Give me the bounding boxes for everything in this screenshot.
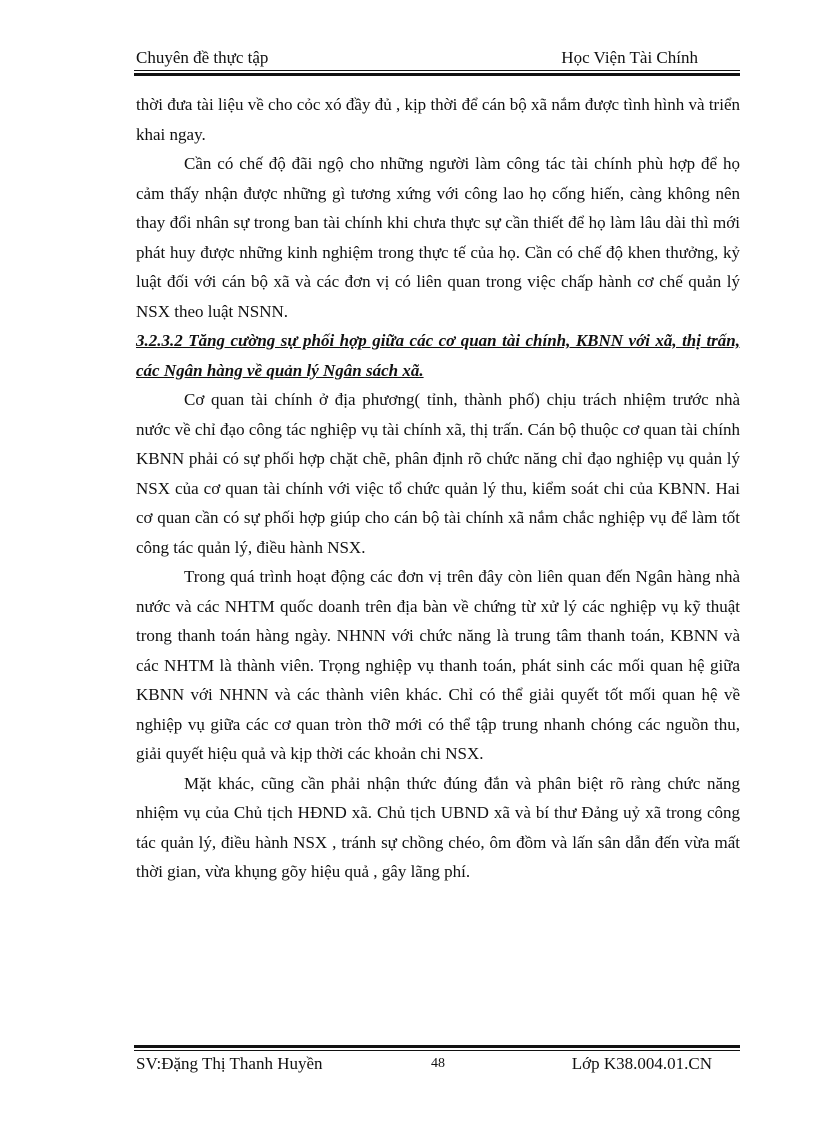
page-footer bbox=[134, 1054, 740, 1078]
footer-class: Lớp K38.004.01.CN bbox=[571, 1054, 712, 1073]
paragraph-2: Cần có chế độ đãi ngộ cho những người làm công tác tài chính phù hợp để họ cảm thấy nhận được những gì tương xứng với công lao họ cống hiến, càng không nên thay đổi nhân sự trong ban tài chính khi chưa thực sự cần thiết để họ làm lâu dài thì mới phát huy được những kinh nghiệm trong thực tế của họ. Cần có chế độ khen thưởng, kỷ luật đối với cán bộ xã và các đơn vị có liên quan trong việc chấp hành cơ chế quản lý NSX theo luật NSNN. bbox=[136, 154, 740, 321]
header-title: Chuyên đề thực tập bbox=[136, 48, 269, 67]
paragraph-4: Trong quá trình hoạt động các đơn vị trên đây còn liên quan đến Ngân hàng nhà nước và các NHTM quốc doanh trên địa bàn về chứng từ xử lý các nghiệp vụ kỹ thuật trong thanh toán hàng ngày. NHNN với chức năng là trung tâm thanh toán, KBNN và các NHTM là thành viên. Trọng nghiệp vụ thanh toán, phát sinh các mối quan hệ giữa KBNN với NHNN và các thành viên khác. Chỉ có thể giải quyết tốt mối quan hệ về nghiệp vụ giữa các cơ quan tròn thỡ mới có thể tập trung nhanh chóng các nguồn thu, giải quyết hiệu quả và kịp thời các khoản chi NSX. bbox=[136, 567, 740, 763]
paragraph-5: Mặt khác, cũng cần phải nhận thức đúng đắn và phân biệt rõ ràng chức năng nhiệm vụ của Chủ tịch HĐND xã. Chủ tịch UBND xã và bí thư Đảng uỷ xã trong công tác quản lý, điều hành NSX , tránh sự chồng chéo, ôm đồm và lấn sân dẫn đến vừa mất thời gian, vừa khụng gõy hiệu quả , gây lãng phí. bbox=[136, 773, 740, 881]
header-rule-bottom bbox=[134, 73, 740, 76]
header-institution: Học Viện Tài Chính bbox=[561, 48, 698, 67]
footer-student: SV:Đặng Thị Thanh Huyền bbox=[136, 1054, 323, 1073]
header-rule-top bbox=[134, 70, 740, 71]
section-heading: 3.2.3.2 Tăng cường sự phối hợp giữa các cơ quan tài chính, KBNN với xã, thị trấn, các Ngân hàng về quản lý Ngân sách xã. bbox=[136, 331, 740, 380]
footer-rule-top bbox=[134, 1045, 740, 1048]
paragraph-1: thời đưa tài liệu về cho cỏc xó đầy đủ , kịp thời để cán bộ xã nắm được tình hình và triển khai ngay. bbox=[136, 95, 740, 144]
page-body bbox=[136, 90, 740, 887]
page-header bbox=[134, 48, 740, 70]
paragraph-3: Cơ quan tài chính ở địa phương( tỉnh, thành phố) chịu trách nhiệm trước nhà nước về chỉ đạo công tác nghiệp vụ tài chính xã, thị trấn. Cán bộ thuộc cơ quan tài chính KBNN phải có sự phối hợp chặt chẽ, phân định rõ chức năng chỉ đạo nghiệp vụ quản lý NSX của cơ quan tài chính với việc tổ chức quản lý thu, kiểm soát chi của KBNN. Hai cơ quan cần có sự phối hợp giúp cho cán bộ tài chính xã nắm chắc nghiệp vụ để làm tốt công tác quản lý, điều hành NSX. bbox=[136, 390, 740, 557]
footer-rule-bottom bbox=[134, 1050, 740, 1051]
page-number: 48 bbox=[431, 1056, 445, 1071]
